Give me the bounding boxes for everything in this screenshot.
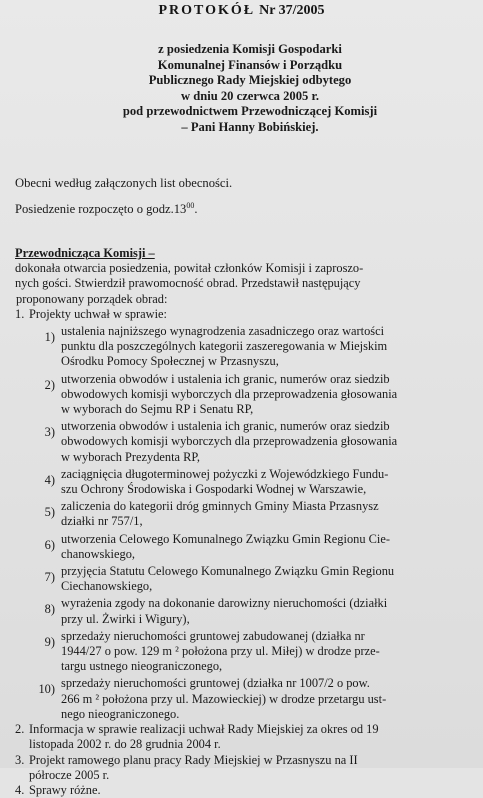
intro-line: dokonała otwarcia posiedzenia, powitał członków Komisji i zaproszo- [15,261,364,276]
sub-item-line: utworzenia Celowego Komunalnego Związku Gmin Regionu Cie- [61,531,390,546]
sub-item-line: w wyborach Prezydenta RP, [61,449,201,464]
sub-item-text [61,676,477,722]
sub-item-line: wyrażenia zgody na dokonanie darowizny nieruchomości (działki [61,596,388,611]
sub-item-list [15,324,477,722]
agenda-item-number: 1. [15,306,25,321]
start-time-suffix: . [194,202,198,216]
sub-item-line: obwodowych komisji wyborczych dla przeprowadzenia głosowania [61,386,398,401]
header-line: – Pani Hanny Bobińskiej. [181,119,319,134]
agenda-item-number: 4. [15,782,25,797]
sub-item [15,419,477,465]
agenda-list [15,722,477,798]
sub-item-text [61,564,477,594]
sub-item-text [61,596,477,626]
agenda-item [15,722,477,752]
chair-label: Przewodnicząca Komisji – [15,246,155,260]
agenda-item-line: listopada 2002 r. do 28 grudnia 2004 r. [29,737,221,752]
sub-item [15,324,477,370]
sub-item-text [61,532,477,562]
sub-item-line: nego nieograniczonego. [61,706,180,721]
agenda-item-line: Projekt ramowego planu pracy Rady Miejskiej w Przasnyszu na II [29,752,358,767]
sub-item [15,532,477,562]
sub-item-text [61,324,477,370]
sub-item-number: 5) [44,505,55,520]
sub-item-line: szu Ochrony Środowiska i Gospodarki Wodnej w Warszawie, [61,482,367,497]
sub-item [15,596,477,626]
sub-item-number: 4) [44,472,55,487]
attendance-line: Obecni według załączonych list obecności. [15,176,233,190]
start-time-minutes: 00 [186,200,195,210]
sub-item [15,499,477,529]
agenda-item [15,783,477,798]
sub-item-number: 10) [38,682,55,697]
intro-line: nych gości. Stwierdził prawomocność obrad. Przedstawił następujący [15,276,361,291]
sub-item-line: obwodowych komisji wyborczych dla przeprowadzenia głosowania [61,434,398,449]
sub-item-line: w wyborach do Sejmu RP i Senatu RP, [61,402,254,417]
header-line: w dniu 20 czerwca 2005 r. [180,88,320,103]
sub-item-line: działki nr 757/1, [61,514,143,529]
sub-item-line: utworzenia obwodów i ustalenia ich granic, numerów oraz siedzib [61,419,390,434]
start-time-line [15,202,198,217]
sub-item-number: 3) [44,425,55,440]
sub-item-number: 6) [44,537,55,552]
chair-label-line [15,246,477,261]
sub-item-line: zaciągnięcia długoterminowej pożyczki z Wojewódzkiego Fundu- [61,466,389,481]
sub-item-number: 9) [44,634,55,649]
sub-item [15,676,477,722]
agenda-item-text [29,722,477,752]
header-line: z posiedzenia Komisji Gospodarki [158,42,342,56]
sub-item-number: 1) [44,330,55,345]
agenda-item-text [29,783,477,798]
sub-item [15,564,477,594]
sub-item-line: Ośrodku Pomocy Społecznej w Przasnyszu, [61,354,279,369]
sub-item-line: przy ul. Żwirki i Wigury), [61,611,190,626]
sub-item-text [61,499,477,529]
sub-item-line: 1944/27 o pow. 129 m ² położona przy ul. Miłej) w drodze prze- [61,644,380,659]
protocol-title-word: PROTOKÓŁ [158,3,256,18]
sub-item-line: chanowskiego, [61,546,135,561]
sub-item-line: zaliczenia do kategorii dróg gminnych Gminy Miasta Przasnysz [61,499,379,514]
sub-item-number: 2) [44,377,55,392]
header-line: pod przewodnictwem Przewodniczącej Komisji [122,104,378,119]
sub-item-line: targu ustnego nieograniczonego, [61,659,223,674]
sub-item [15,467,477,497]
sub-item-number: 7) [44,570,55,585]
sub-item-line: Ciechanowskiego, [61,579,153,594]
sub-item-line: punktu dla poszczególnych kategorii zaszeregowania w Miejskim [61,339,388,354]
sub-item-line: sprzedaży nieruchomości gruntowej (działka nr 1007/2 o pow. [61,676,370,691]
sub-item-text [61,419,477,465]
sub-item-line: sprzedaży nieruchomości gruntowej zabudowanej (działka nr [61,628,365,643]
sub-item-line: 266 m ² położona przy ul. Mazowieckiej) w drodze przetargu ust- [61,691,387,706]
agenda-item-number: 3. [15,752,25,767]
intro-line: proponowany porządek obrad: [16,291,168,306]
sub-item-line: utworzenia obwodów i ustalenia ich granic, numerów oraz siedzib [61,371,390,386]
agenda-item-1 [15,307,477,322]
agenda-item-line: Informacja w sprawie realizacji uchwał Rady Miejskiej za okres od 19 [29,722,379,737]
protocol-title [0,3,483,19]
protocol-header [90,42,410,136]
sub-item [15,372,477,418]
sub-item-line: przyjęcia Statutu Celowego Komunalnego Związku Gmin Regionu [61,564,395,579]
header-line: Komunalnej Finansów i Porządku [157,57,343,72]
sub-item-line: ustalenia najniższego wynagrodzenia zasadniczego oraz wartości [61,324,385,339]
sub-item [15,629,477,675]
sub-item-text [61,372,477,418]
agenda-item-number: 2. [15,722,25,737]
agenda-item-line: Sprawy różne. [29,782,101,797]
agenda-item-line: półrocze 2005 r. [29,767,110,782]
start-time-text: Posiedzenie rozpoczęto o godz.13 [15,202,187,216]
sub-item-number: 8) [44,602,55,617]
sub-item-text [61,467,477,497]
protocol-body [15,246,477,798]
protocol-number: Nr 37/2005 [259,3,325,18]
sub-item-text [61,629,477,675]
agenda-item-label: Projekty uchwał w sprawie: [29,306,167,321]
header-line: Publicznego Rady Miejskiej odbytego [148,73,352,88]
